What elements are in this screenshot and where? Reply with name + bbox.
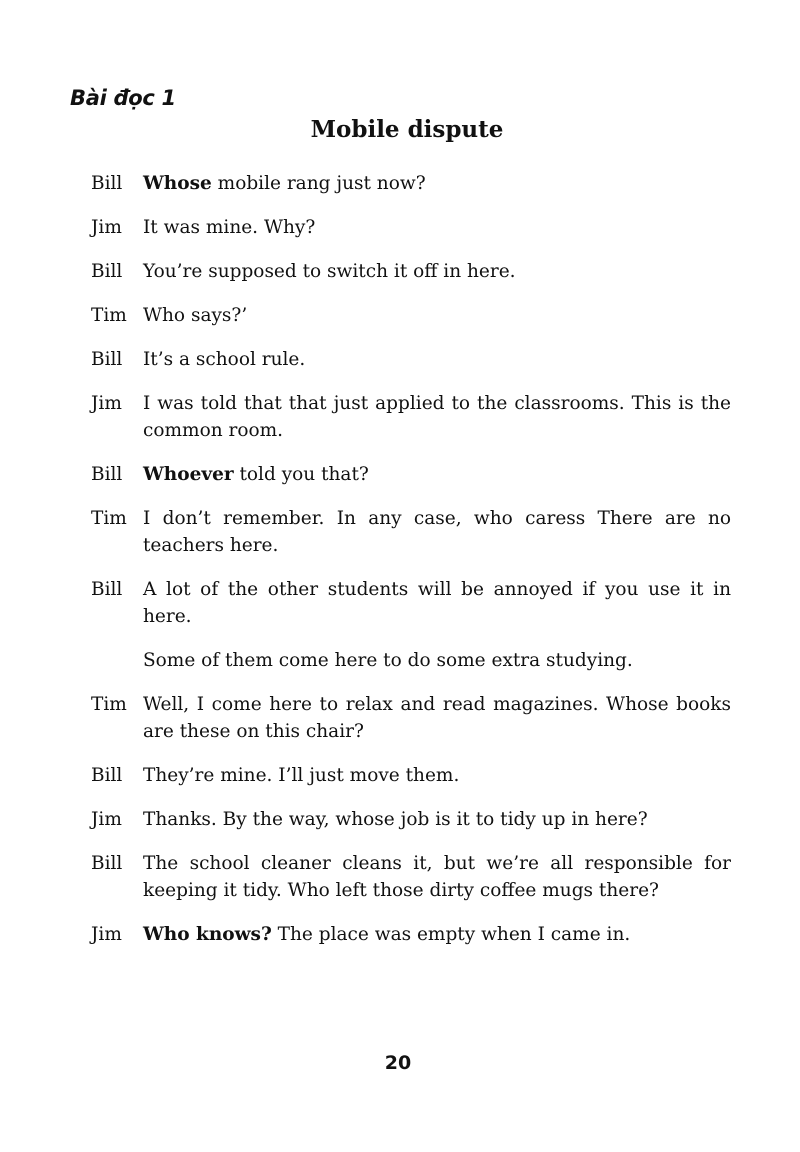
dialogue-line: [91, 762, 731, 789]
speech: [143, 647, 731, 674]
speech: [143, 461, 731, 488]
dialogue-line: [91, 390, 731, 444]
lesson-label: Bài đọc 1: [70, 86, 176, 110]
speech: [143, 505, 731, 559]
dialogue-line: [91, 850, 731, 904]
speech-text: The place was empty when I came in.: [271, 924, 631, 945]
dialogue-line: [91, 576, 731, 630]
dialogue-line: [91, 505, 731, 559]
speech-text: It was mine. Why?: [143, 217, 316, 238]
speech: [143, 576, 731, 630]
speaker: Bill: [91, 853, 123, 874]
speaker: Bill: [91, 579, 123, 600]
speaker: Tim: [91, 694, 127, 715]
speaker: Bill: [91, 765, 123, 786]
speech: [143, 762, 731, 789]
speaker: Jim: [91, 217, 122, 238]
speech-text: mobile rang just now?: [211, 173, 426, 194]
speech: [143, 691, 731, 745]
speech: [143, 806, 731, 833]
page-number: 20: [384, 1052, 412, 1074]
speaker: Bill: [91, 261, 123, 282]
speaker: Jim: [91, 809, 122, 830]
dialogue-line: [91, 170, 731, 197]
emphasis: Whoever: [143, 464, 234, 485]
dialogue-line: [91, 461, 731, 488]
speech-text: told you that?: [233, 464, 369, 485]
speech: [143, 170, 731, 197]
emphasis: Whose: [143, 173, 212, 194]
speaker: Tim: [91, 305, 127, 326]
speech-text: I don’t remember. In any case, who caress There are no teachers here.: [143, 508, 731, 556]
speech-text: Thanks. By the way, whose job is it to tidy up in here?: [143, 809, 648, 830]
dialogue-line: [91, 806, 731, 833]
speech-text: I was told that that just applied to the classrooms. This is the common room.: [143, 393, 731, 441]
speech: [143, 346, 731, 373]
speech-text: They’re mine. I’ll just move them.: [143, 765, 460, 786]
speaker: Jim: [91, 924, 122, 945]
speaker: Bill: [91, 173, 123, 194]
speech: [143, 850, 731, 904]
speech-text: Who says?’: [143, 305, 248, 326]
dialogue-line: [91, 921, 731, 948]
speech-text: A lot of the other students will be annoyed if you use it in here.: [143, 579, 731, 627]
page-title: Mobile dispute: [310, 116, 504, 143]
dialogue-line: [91, 691, 731, 745]
dialogue-line: [91, 258, 731, 285]
dialogue-line: [91, 214, 731, 241]
speech: [143, 214, 731, 241]
speech: [143, 302, 731, 329]
speaker: Bill: [91, 464, 123, 485]
dialogue-line: [91, 346, 731, 373]
speech: [143, 258, 731, 285]
dialogue: [91, 170, 731, 965]
speech-text: Some of them come here to do some extra studying.: [143, 650, 633, 671]
speech-text: It’s a school rule.: [143, 349, 306, 370]
speaker: Bill: [91, 349, 123, 370]
speaker: Tim: [91, 508, 127, 529]
speech-text: Well, I come here to relax and read magazines. Whose books are these on this chair?: [143, 694, 731, 742]
dialogue-line: [91, 302, 731, 329]
speech-text: You’re supposed to switch it off in here.: [143, 261, 516, 282]
dialogue-continuation: [91, 647, 731, 674]
emphasis: Who knows?: [143, 924, 272, 945]
speech-text: The school cleaner cleans it, but we’re all responsible for keeping it tidy. Who left those dirty coffee mugs there?: [143, 853, 731, 901]
speech: [143, 921, 731, 948]
speaker: Jim: [91, 393, 122, 414]
speech: [143, 390, 731, 444]
